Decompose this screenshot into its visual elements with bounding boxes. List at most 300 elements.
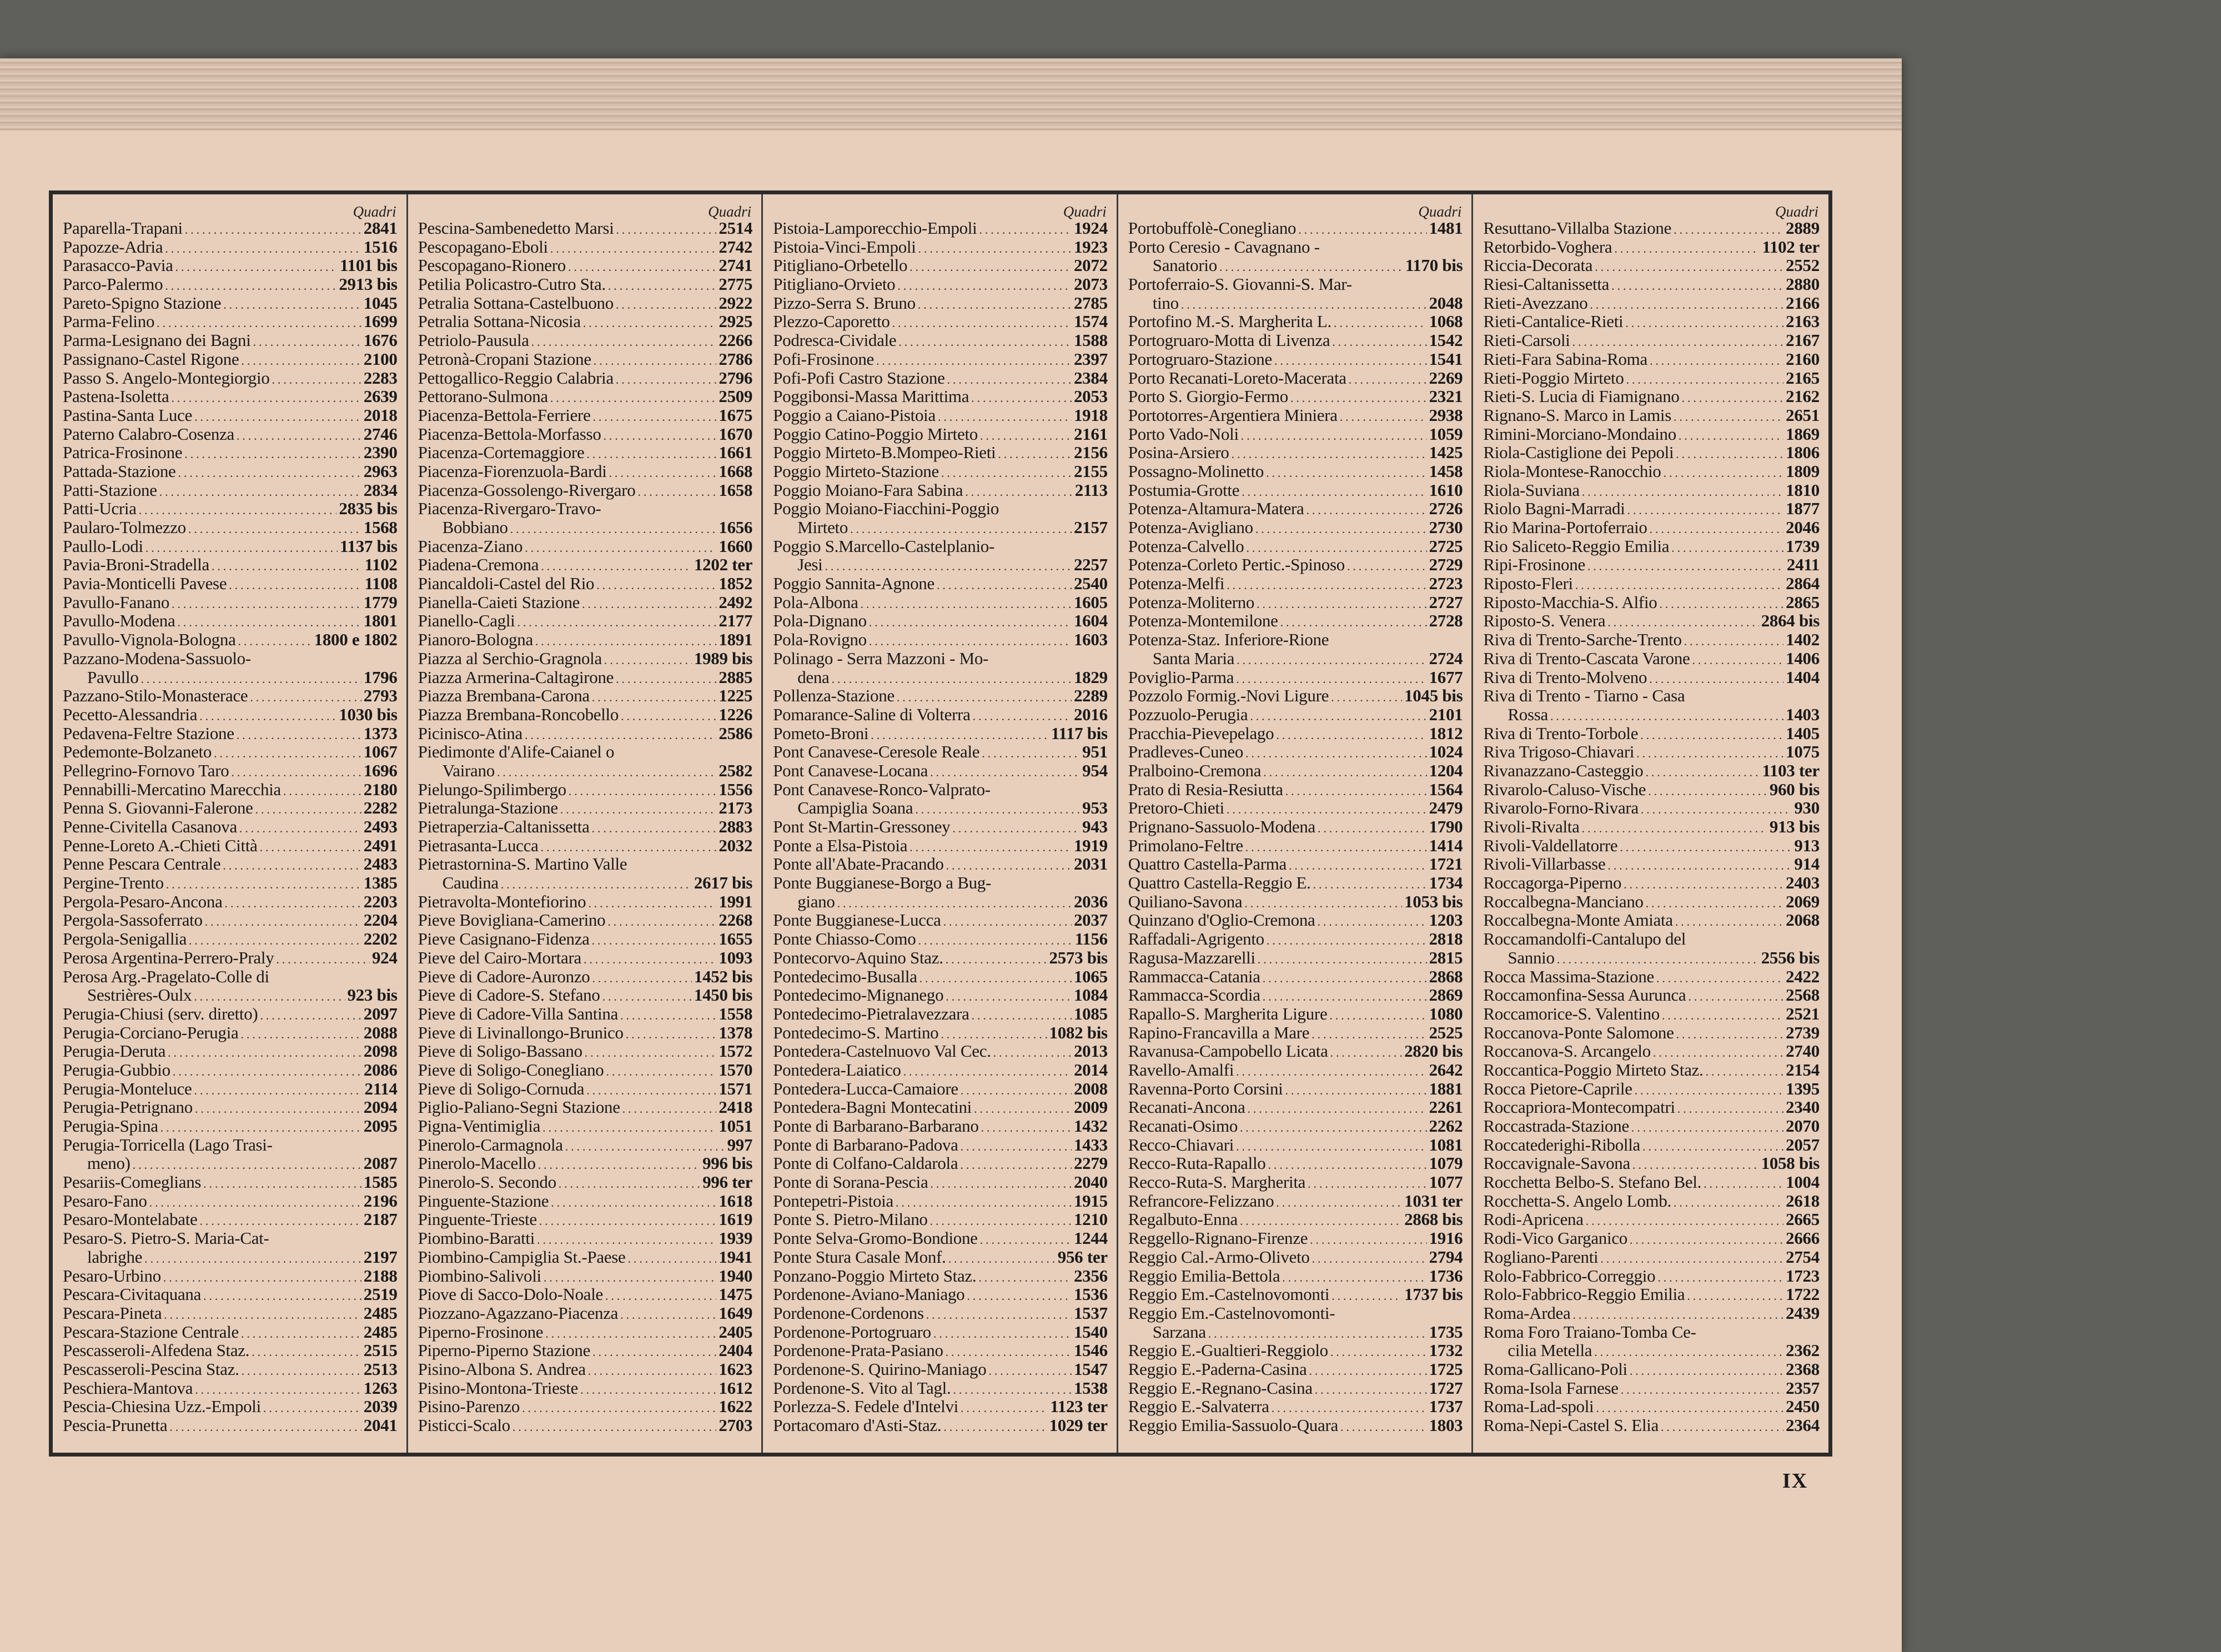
- entry-table-number: 1779: [363, 592, 398, 612]
- index-entry: [418, 462, 756, 481]
- entry-table-number: 1570: [718, 1060, 753, 1079]
- index-entry: [773, 1341, 1111, 1360]
- entry-route: Pavullo-Modena: [63, 611, 175, 631]
- leader-dots: [497, 763, 716, 782]
- leader-dots: [522, 1399, 716, 1418]
- leader-dots: [1232, 445, 1427, 464]
- index-entry: [418, 1154, 756, 1173]
- leader-dots: [1237, 651, 1426, 670]
- entry-route: Pattada-Stazione: [63, 461, 176, 481]
- entry-route: Paparella-Trapani: [63, 218, 183, 238]
- index-entry: [773, 1397, 1111, 1416]
- index-entry: [1128, 1229, 1466, 1248]
- index-entry: [773, 649, 1111, 668]
- entry-route: Porlezza-S. Fedele d'Intelvi: [773, 1397, 958, 1417]
- leader-dots: [1309, 1362, 1426, 1380]
- entry-route: Pordenone-S. Quirino-Maniago: [773, 1359, 987, 1379]
- leader-dots: [861, 595, 1072, 614]
- leader-dots: [1330, 1343, 1427, 1362]
- leader-dots: [946, 987, 1072, 1006]
- index-entry: [1128, 219, 1466, 238]
- index-entry: [63, 425, 401, 444]
- entry-route: Rivoli-Rivalta: [1483, 817, 1580, 836]
- entry-table-number: 1796: [363, 667, 398, 687]
- index-entry: [1483, 406, 1823, 425]
- leader-dots: [159, 483, 361, 501]
- index-entry: [773, 873, 1111, 892]
- leader-dots: [620, 1006, 716, 1025]
- entry-route: Pieve di Soligo-Bassano: [418, 1041, 582, 1061]
- index-entry: [773, 312, 1111, 331]
- index-entry: [1128, 1285, 1466, 1304]
- entry-table-number: 1655: [718, 929, 753, 949]
- leader-dots: [602, 987, 692, 1006]
- index-entry: [63, 312, 401, 331]
- entry-table-number: 1137 bis: [340, 536, 398, 556]
- entry-route: Pieve di Cadore-S. Stefano: [418, 985, 600, 1005]
- entry-table-number: 1699: [363, 312, 398, 332]
- leader-dots: [1624, 875, 1783, 894]
- entry-table-number: 2509: [718, 386, 753, 406]
- entry-table-number: 2279: [1073, 1153, 1108, 1173]
- entry-table-number: 1395: [1786, 1078, 1820, 1098]
- leader-dots: [1664, 464, 1784, 483]
- entry-table-number: 2491: [363, 835, 398, 855]
- index-entry: [1128, 967, 1466, 986]
- leader-dots: [569, 782, 717, 801]
- entry-table-number: 1585: [363, 1172, 398, 1192]
- leader-dots: [1308, 1174, 1426, 1193]
- entry-route: Ponte di Colfano-Caldarola: [773, 1153, 958, 1173]
- index-entry: [418, 986, 756, 1005]
- entry-table-number: 1093: [718, 947, 753, 967]
- entry-list: [418, 219, 756, 1435]
- entry-table-number: 2422: [1786, 966, 1820, 986]
- leader-dots: [583, 314, 717, 333]
- index-entry: [773, 1267, 1111, 1286]
- entry-table-number: 1024: [1429, 742, 1463, 762]
- entry-route: Rivarolo-Forno-Rivara: [1483, 798, 1639, 818]
- entry-table-number: 1574: [1073, 312, 1108, 332]
- entry-table-number: 1806: [1786, 443, 1820, 463]
- entry-route: Pitigliano-Orbetello: [773, 255, 908, 275]
- index-entry: [63, 761, 401, 780]
- entry-table-number: 2032: [718, 835, 753, 855]
- leader-dots: [145, 539, 338, 558]
- index-entry: [63, 1416, 401, 1435]
- entry-table-number: 2404: [718, 1340, 753, 1360]
- entry-route: Pieve di Cadore-Villa Santina: [418, 1003, 619, 1023]
- entry-table-number: 1452 bis: [694, 966, 753, 986]
- entry-route: Pontecorvo-Aquino Staz.: [773, 947, 943, 967]
- leader-dots: [979, 220, 1072, 239]
- leader-dots: [510, 520, 717, 539]
- leader-dots: [909, 838, 1072, 857]
- leader-dots: [1582, 483, 1783, 501]
- entry-route: Pesaro-Urbino: [63, 1266, 161, 1286]
- entry-list: [1483, 219, 1823, 1435]
- index-entry: [418, 1229, 756, 1248]
- index-entry: [418, 668, 756, 687]
- entry-table-number: 1571: [718, 1078, 753, 1098]
- leader-dots: [1595, 258, 1783, 277]
- leader-dots: [948, 1249, 1056, 1268]
- index-entry: [418, 742, 756, 761]
- entry-route: Piove di Sacco-Dolo-Noale: [418, 1284, 604, 1304]
- entry-table-number: 913: [1794, 835, 1820, 855]
- index-entry: [418, 930, 756, 948]
- index-entry: [418, 499, 756, 518]
- leader-dots: [628, 1249, 717, 1268]
- entry-table-number: 1406: [1786, 648, 1820, 668]
- index-entry: [63, 911, 401, 930]
- index-entry: [418, 855, 756, 873]
- entry-table-number: 2384: [1073, 368, 1108, 388]
- leader-dots: [1240, 1212, 1402, 1231]
- entry-table-number: 2485: [363, 1322, 398, 1342]
- entry-route: Piacenza-Ziano: [418, 536, 523, 556]
- index-entry: [773, 1079, 1111, 1098]
- entry-table-number: 2617 bis: [694, 873, 753, 893]
- index-entry: [1128, 799, 1466, 817]
- index-entry: [1483, 668, 1823, 687]
- entry-route: Perugia-Spina: [63, 1116, 158, 1136]
- index-entry: [63, 1360, 401, 1379]
- index-entry: [773, 574, 1111, 593]
- index-entry: [1128, 1098, 1466, 1117]
- entry-route: Reggio Emilia-Bettola: [1128, 1266, 1280, 1286]
- index-entry: [773, 593, 1111, 612]
- index-entry: [1128, 668, 1466, 687]
- index-entry: [418, 219, 756, 238]
- index-entry: [63, 686, 401, 705]
- entry-table-number: 1660: [718, 536, 753, 556]
- leader-dots: [1656, 969, 1783, 988]
- index-entry: [63, 518, 401, 537]
- entry-table-number: 2269: [1429, 368, 1463, 388]
- entry-table-number: 1800 e 1802: [314, 630, 398, 650]
- leader-dots: [165, 239, 361, 258]
- entry-table-number: 1661: [718, 443, 753, 463]
- entry-route: Piazza Brembana-Carona: [418, 686, 590, 706]
- entry-route: Portogruaro-Motta di Livenza: [1128, 330, 1330, 350]
- entry-route: Petralia Sottana-Nicosia: [418, 312, 581, 332]
- entry-route: Paularo-Tolmezzo: [63, 518, 186, 537]
- index-entry: [773, 219, 1111, 238]
- entry-route: Pisino-Parenzo: [418, 1397, 520, 1417]
- leader-dots: [876, 352, 1072, 370]
- index-entry: [773, 817, 1111, 836]
- index-entry: [1128, 630, 1466, 649]
- index-entry: [1483, 350, 1823, 369]
- entry-route: Pont Canavese-Ceresole Reale: [773, 742, 980, 762]
- entry-route: Vairano: [442, 760, 495, 780]
- entry-table-number: 2786: [718, 349, 753, 369]
- entry-route: Roma-Gallicano-Poli: [1483, 1359, 1627, 1379]
- leader-dots: [1626, 370, 1784, 389]
- entry-table-number: 1939: [718, 1228, 753, 1248]
- leader-dots: [892, 314, 1072, 333]
- leader-dots: [1575, 576, 1783, 595]
- entry-route: Pavullo-Fanano: [63, 592, 170, 612]
- entry-route: Polinago - Serra Mazzoni - Mo-: [773, 648, 989, 668]
- leader-dots: [1315, 1380, 1427, 1399]
- entry-route: Rieti-Fara Sabina-Roma: [1483, 349, 1647, 369]
- entry-route: Pennabilli-Mercatino Marecchia: [63, 779, 281, 799]
- leader-dots: [1582, 819, 1767, 838]
- entry-table-number: 2618: [1786, 1191, 1820, 1211]
- entry-table-number: 2730: [1429, 518, 1463, 537]
- index-entry: [63, 462, 401, 481]
- entry-route: Pietralunga-Stazione: [418, 798, 558, 818]
- leader-dots: [1621, 1380, 1783, 1399]
- entry-route: Pola-Dignano: [773, 611, 867, 631]
- index-entry: [1483, 1248, 1823, 1267]
- leader-dots: [535, 632, 716, 651]
- entry-route: Pordenone-Aviano-Maniago: [773, 1284, 965, 1304]
- entry-table-number: 1675: [718, 405, 753, 425]
- index-entry: [63, 574, 401, 593]
- leader-dots: [903, 1062, 1072, 1081]
- entry-route: Pescara-Stazione Centrale: [63, 1322, 239, 1342]
- entry-table-number: 1940: [718, 1266, 753, 1286]
- index-entry: [773, 1136, 1111, 1154]
- leader-dots: [225, 894, 361, 913]
- index-entry: [1128, 256, 1466, 275]
- leader-dots: [1245, 838, 1427, 857]
- index-entry: [773, 256, 1111, 275]
- index-entry: [1483, 481, 1823, 500]
- entry-route: Ponte S. Pietro-Milano: [773, 1209, 928, 1229]
- entry-table-number: 2088: [363, 1022, 398, 1042]
- leader-dots: [1318, 819, 1427, 838]
- leader-dots: [1630, 1231, 1783, 1249]
- leader-dots: [1648, 782, 1767, 801]
- entry-route: Rocca Massima-Stazione: [1483, 966, 1654, 986]
- entry-route: Pistoia-Vinci-Empoli: [773, 237, 916, 257]
- entry-route: Plezzo-Caporetto: [773, 312, 890, 332]
- entry-route: dena: [797, 667, 830, 687]
- entry-route: Potenza-Melfi: [1128, 574, 1225, 594]
- index-entry: [63, 1192, 401, 1211]
- leader-dots: [139, 501, 337, 520]
- leader-dots: [1282, 1268, 1426, 1287]
- entry-table-number: 2114: [364, 1078, 398, 1098]
- entry-table-number: 2582: [718, 760, 753, 780]
- entry-route: Roccamonfina-Sessa Aurunca: [1483, 985, 1686, 1005]
- leader-dots: [946, 950, 1047, 969]
- leader-dots: [1267, 931, 1427, 950]
- entry-table-number: 2188: [363, 1266, 398, 1286]
- entry-route: Ponte di Barbarano-Padova: [773, 1134, 958, 1154]
- entry-table-number: 951: [1082, 742, 1108, 762]
- leader-dots: [242, 1362, 361, 1380]
- entry-route: Paullo-Lodi: [63, 536, 143, 556]
- leader-dots: [626, 1025, 717, 1044]
- entry-route: Pizzo-Serra S. Bruno: [773, 293, 916, 313]
- entry-table-number: 1117 bis: [1051, 723, 1108, 743]
- entry-route: Pellegrino-Fornovo Taro: [63, 760, 229, 780]
- entry-route: Jesi: [797, 555, 823, 575]
- entry-table-number: 2057: [1786, 1134, 1820, 1154]
- entry-route: Pozzuolo-Perugia: [1128, 704, 1248, 724]
- leader-dots: [525, 539, 716, 558]
- index-entry: [1128, 425, 1466, 444]
- leader-dots: [850, 520, 1072, 539]
- index-entry: [63, 1323, 401, 1342]
- index-entry: [63, 986, 401, 1005]
- leader-dots: [250, 688, 361, 707]
- entry-table-number: 2519: [363, 1284, 398, 1304]
- entry-route: Reggio Emilia-Sassuolo-Quara: [1128, 1415, 1338, 1435]
- leader-dots: [178, 464, 361, 483]
- entry-route: Picinisco-Atina: [418, 723, 522, 743]
- leader-dots: [1674, 220, 1783, 239]
- entry-table-number: 1604: [1073, 611, 1108, 631]
- entry-route: Rieti-Avezzano: [1483, 293, 1588, 313]
- entry-route: Piozzano-Agazzano-Piacenza: [418, 1303, 619, 1323]
- leader-dots: [1676, 1025, 1784, 1044]
- leader-dots: [165, 277, 336, 295]
- entry-table-number: 2177: [718, 611, 753, 631]
- index-entry: [418, 836, 756, 855]
- entry-table-number: 2340: [1786, 1097, 1820, 1117]
- index-entry: [1128, 930, 1466, 948]
- entry-table-number: 1737 bis: [1404, 1284, 1463, 1304]
- entry-route: Pareto-Spigno Stazione: [63, 293, 222, 313]
- index-entry: [63, 1154, 401, 1173]
- entry-table-number: 1622: [718, 1397, 753, 1417]
- leader-dots: [1272, 1399, 1427, 1418]
- leader-dots: [1684, 632, 1784, 651]
- page-stack-edge: [0, 58, 1902, 130]
- entry-table-number: 2070: [1786, 1116, 1820, 1136]
- index-entry: [63, 369, 401, 388]
- entry-route: Piadena-Cremona: [418, 555, 539, 575]
- leader-dots: [252, 1343, 361, 1362]
- entry-route: Patrica-Frosinone: [63, 443, 183, 463]
- entry-table-number: 1924: [1073, 218, 1108, 238]
- index-entry: [1483, 1192, 1823, 1211]
- index-entry: [63, 742, 401, 761]
- entry-table-number: 1082 bis: [1049, 1022, 1108, 1042]
- leader-dots: [918, 931, 1072, 950]
- leader-dots: [1677, 1099, 1783, 1118]
- entry-table-number: 1210: [1073, 1209, 1108, 1229]
- index-entry: [1483, 1379, 1823, 1398]
- entry-route: Pergola-Sassoferrato: [63, 910, 203, 930]
- entry-table-number: 1537: [1073, 1303, 1108, 1323]
- index-entry: [1483, 312, 1823, 331]
- leader-dots: [622, 1099, 717, 1118]
- entry-route: Poggio Catino-Poggio Mirteto: [773, 424, 978, 444]
- entry-route: Perugia-Gubbio: [63, 1060, 170, 1079]
- entry-table-number: 2785: [1073, 293, 1108, 313]
- leader-dots: [1240, 1118, 1427, 1137]
- index-entry: [1128, 294, 1466, 313]
- leader-dots: [1650, 352, 1783, 370]
- entry-table-number: 1546: [1073, 1340, 1108, 1360]
- index-entry: [773, 462, 1111, 481]
- entry-table-number: 960 bis: [1769, 779, 1820, 799]
- leader-dots: [1587, 557, 1785, 576]
- index-entry: [773, 836, 1111, 855]
- entry-table-number: 2515: [363, 1340, 398, 1360]
- entry-route: Pontedera-Bagni Montecatini: [773, 1097, 972, 1117]
- entry-table-number: 2938: [1429, 405, 1463, 425]
- leader-dots: [1675, 912, 1783, 931]
- entry-route: Parma-Felino: [63, 312, 155, 332]
- entry-route: Pergola-Pesaro-Ancona: [63, 891, 223, 911]
- entry-route: Parasacco-Pavia: [63, 255, 173, 275]
- index-entry: [1483, 1229, 1823, 1248]
- leader-dots: [1687, 1287, 1783, 1305]
- index-column-1: [53, 194, 408, 1453]
- entry-route: Recanati-Ancona: [1128, 1097, 1245, 1117]
- leader-dots: [1692, 651, 1784, 670]
- index-entry: [773, 443, 1111, 462]
- index-entry: [1128, 742, 1466, 761]
- entry-table-number: 2568: [1786, 985, 1820, 1005]
- entry-table-number: 2156: [1073, 443, 1108, 463]
- entry-route: Pontedera-Castelnuovo Val Cec.: [773, 1041, 991, 1061]
- leader-dots: [1298, 220, 1426, 239]
- leader-dots: [517, 613, 716, 632]
- index-column-4: [1118, 194, 1474, 1453]
- leader-dots: [1280, 613, 1427, 632]
- entry-list: [1128, 219, 1466, 1435]
- leader-dots: [592, 969, 692, 988]
- entry-route: Pordenone-S. Vito al Tagl.: [773, 1378, 951, 1398]
- index-entry: [63, 780, 401, 799]
- index-entry: [773, 481, 1111, 500]
- index-entry: [63, 387, 401, 406]
- entry-route: Perosa Argentina-Perrero-Praly: [63, 947, 274, 967]
- index-entry: [1128, 1248, 1466, 1267]
- entry-table-number: 2039: [363, 1397, 398, 1417]
- entry-route: Perosa Arg.-Pragelato-Colle di: [63, 966, 269, 986]
- leader-dots: [157, 314, 361, 333]
- leader-dots: [531, 333, 717, 352]
- entry-table-number: 2820 bis: [1404, 1041, 1463, 1061]
- entry-route: Piedimonte d'Alife-Caianel o: [418, 742, 615, 762]
- leader-dots: [238, 632, 312, 651]
- entry-route: Pazzano-Modena-Sassuolo-: [63, 648, 251, 668]
- entry-table-number: 1572: [718, 1041, 753, 1061]
- index-entry: [418, 724, 756, 743]
- entry-route: Rapino-Francavilla a Mare: [1128, 1022, 1310, 1042]
- entry-route: Pescasseroli-Alfedena Staz.: [63, 1340, 250, 1360]
- index-entry: [1483, 462, 1823, 481]
- leader-dots: [169, 1418, 361, 1437]
- index-entry: [1128, 1061, 1466, 1079]
- entry-route: Ponzano-Poggio Mirteto Staz.: [773, 1266, 977, 1286]
- entry-route: Riva di Trento-Molveno: [1483, 667, 1647, 687]
- index-entry: [773, 967, 1111, 986]
- entry-route: cilia Metella: [1508, 1340, 1592, 1360]
- leader-dots: [1620, 838, 1792, 857]
- leader-dots: [1632, 1156, 1759, 1174]
- entry-table-number: 1919: [1073, 835, 1108, 855]
- entry-route: Penne Pescara Centrale: [63, 854, 221, 874]
- entry-table-number: 2483: [363, 854, 398, 874]
- entry-route: tino: [1152, 293, 1179, 313]
- entry-table-number: 2868 bis: [1404, 1209, 1463, 1229]
- index-entry: [63, 1379, 401, 1398]
- entry-table-number: 1403: [1786, 704, 1820, 724]
- index-entry: [1483, 555, 1823, 574]
- leader-dots: [919, 969, 1072, 988]
